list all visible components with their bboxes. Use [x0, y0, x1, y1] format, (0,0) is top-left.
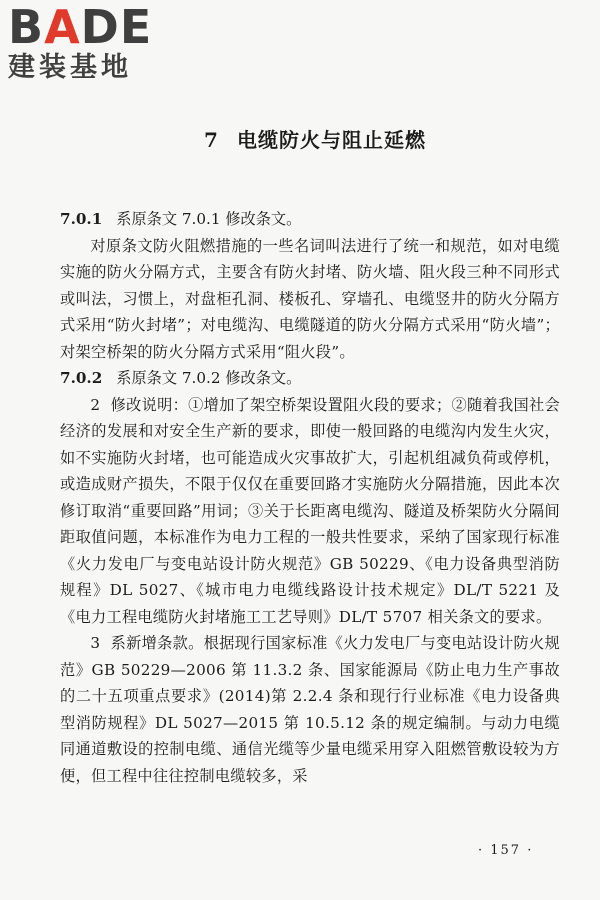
- watermark-subtitle: 建装基地: [8, 52, 132, 83]
- clause-text: 系原条文 7.0.1 修改条文。: [116, 210, 302, 228]
- document-page: [60, 118, 560, 789]
- clause-number: 7.0.2: [60, 369, 103, 387]
- clause-7-0-2: [60, 365, 560, 392]
- item-number: 3: [90, 634, 101, 652]
- item-text: 修改说明：①增加了架空桥架设置阻火段的要求；②随着我国社会经济的发展和对安全生产新的要求，即使一般回路的电缆沟内发生火灾，如不实施防火封堵，也可能造成火灾事故扩大，引起机组减负荷或停机，或造成财产损失，不限于仅仅在重要回路才实施防火分隔措施，因此本次修订取消“重要回路”用词；③关于长距离电缆沟、隧道及桥架防火分隔间距取值问题，本标准作为电力工程的一般共性要求，采纳了国家现行标准《火力发电厂与变电站设计防火规范》GB 50229、《电力设备典型消防规程》DL 5027、《城市电力电缆线路设计技术规定》DL/T 5221 及《电力工程电缆防火封堵施工工艺导则》DL/T 5707 相关条文的要求。: [60, 395, 560, 626]
- chapter-number: 7: [204, 128, 219, 152]
- item-number: 2: [90, 395, 101, 414]
- clause-7-0-1: [60, 206, 560, 233]
- clause-item-2: [60, 392, 560, 631]
- clause-text: 系原条文 7.0.2 修改条文。: [116, 369, 302, 387]
- watermark-brand: BADE: [8, 0, 153, 54]
- page-number: · 157 ·: [478, 843, 534, 858]
- chapter-title: [60, 118, 560, 162]
- clause-number: 7.0.1: [60, 210, 103, 228]
- chapter-title-text: 电缆防火与阻止延燃: [236, 128, 426, 152]
- watermark-logo: [8, 0, 178, 83]
- document-body: [60, 206, 560, 789]
- paragraph: 对原条文防火阻燃措施的一些名词叫法进行了统一和规范，如对电缆实施的防火分隔方式，主要含有防火封堵、防火墙、阻火段三种不同形式或叫法，习惯上，对盘柜孔洞、楼板孔、穿墙孔、电缆竖井的防火分隔方式采用“防火封堵”；对电缆沟、电缆隧道的防火分隔方式采用“防火墙”；对架空桥架的防火分隔方式采用“阻火段”。: [60, 236, 560, 361]
- clause-item-3: [60, 630, 560, 789]
- item-text: 系新增条款。根据现行国家标准《火力发电厂与变电站设计防火规范》GB 50229—2006 第 11.3.2 条、国家能源局《防止电力生产事故的二十五项重点要求》(2014)第 2.2.4 条和现行行业标准《电力设备典型消防规程》DL 5027—2015 第 10.5.12 条的规定编制。与动力电缆同通道敷设的控制电缆、通信光缆等少量电缆采用穿入阻燃管敷设较为方便，但工程中往往控制电缆较多，采: [60, 634, 560, 785]
